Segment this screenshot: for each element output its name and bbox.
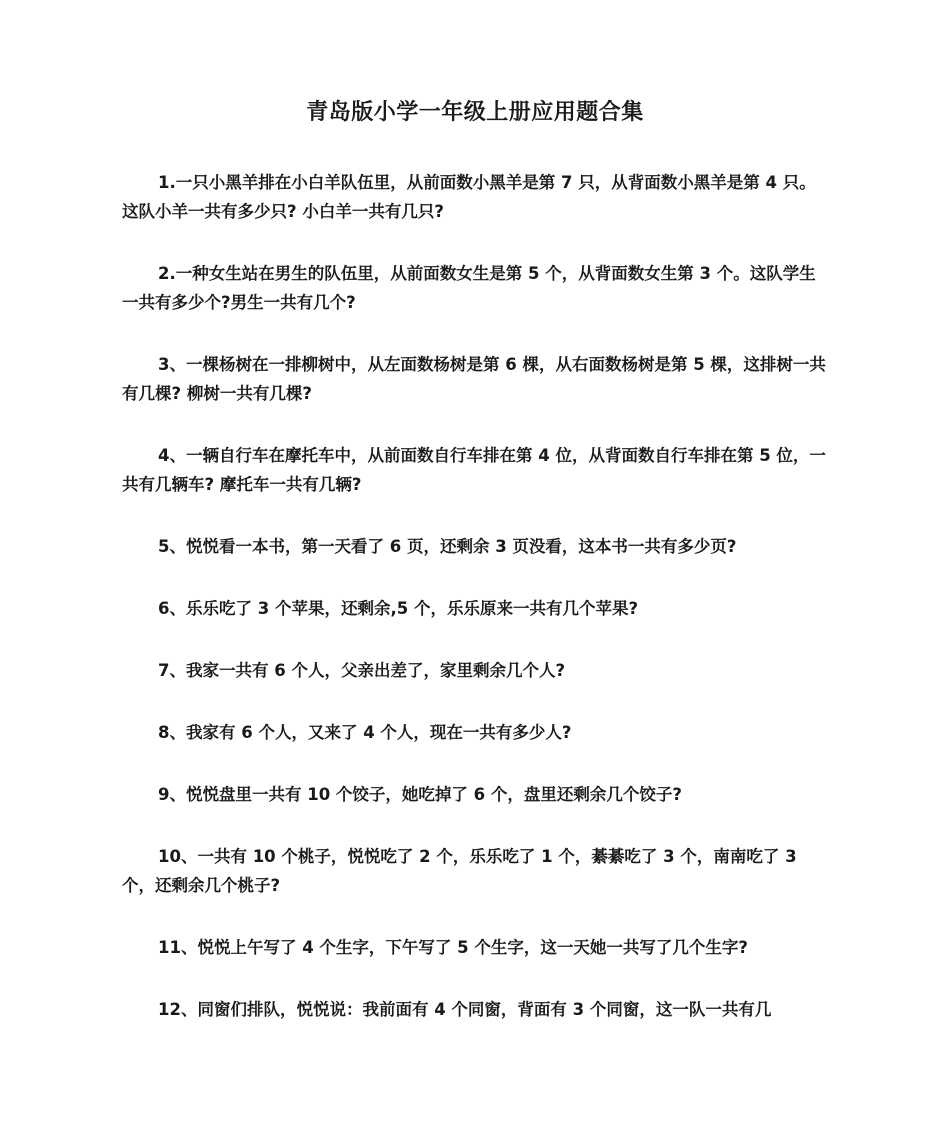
problem-item: 3、一棵杨树在一排柳树中，从左面数杨树是第 6 棵，从右面数杨树是第 5 棵，这排树一共有几棵? 柳树一共有几棵?	[122, 355, 826, 403]
problem-item: 12、同窗们排队，悦悦说：我前面有 4 个同窗，背面有 3 个同窗，这一队一共有几	[158, 1000, 772, 1019]
problem-item: 11、悦悦上午写了 4 个生字，下午写了 5 个生字，这一天她一共写了几个生字?	[158, 938, 748, 957]
problem-item: 5、悦悦看一本书，第一天看了 6 页，还剩余 3 页没看，这本书一共有多少页?	[158, 537, 737, 556]
problem-item: 10、一共有 10 个桃子，悦悦吃了 2 个，乐乐吃了 1 个，綦綦吃了 3 个，南南吃了 3 个，还剩余几个桃子?	[122, 847, 797, 895]
problem-item: 1.一只小黑羊排在小白羊队伍里，从前面数小黑羊是第 7 只，从背面数小黑羊是第 4 只。这队小羊一共有多少只? 小白羊一共有几只?	[122, 173, 816, 221]
problem-item: 4、一辆自行车在摩托车中，从前面数自行车排在第 4 位，从背面数自行车排在第 5 位，一共有几辆车? 摩托车一共有几辆?	[122, 446, 826, 494]
page-title: 青岛版小学一年级上册应用题合集	[306, 100, 644, 125]
problem-list	[122, 168, 832, 1024]
problem-item: 9、悦悦盘里一共有 10 个饺子，她吃掉了 6 个，盘里还剩余几个饺子?	[158, 785, 682, 804]
problem-item: 7、我家一共有 6 个人，父亲出差了，家里剩余几个人?	[158, 661, 566, 680]
problem-item: 6、乐乐吃了 3 个苹果，还剩余,5 个，乐乐原来一共有几个苹果?	[158, 599, 639, 618]
problem-item: 2.一种女生站在男生的队伍里，从前面数女生是第 5 个，从背面数女生第 3 个。这队学生一共有多少个?男生一共有几个?	[122, 264, 816, 312]
problem-item: 8、我家有 6 个人，又来了 4 个人，现在一共有多少人?	[158, 723, 572, 742]
